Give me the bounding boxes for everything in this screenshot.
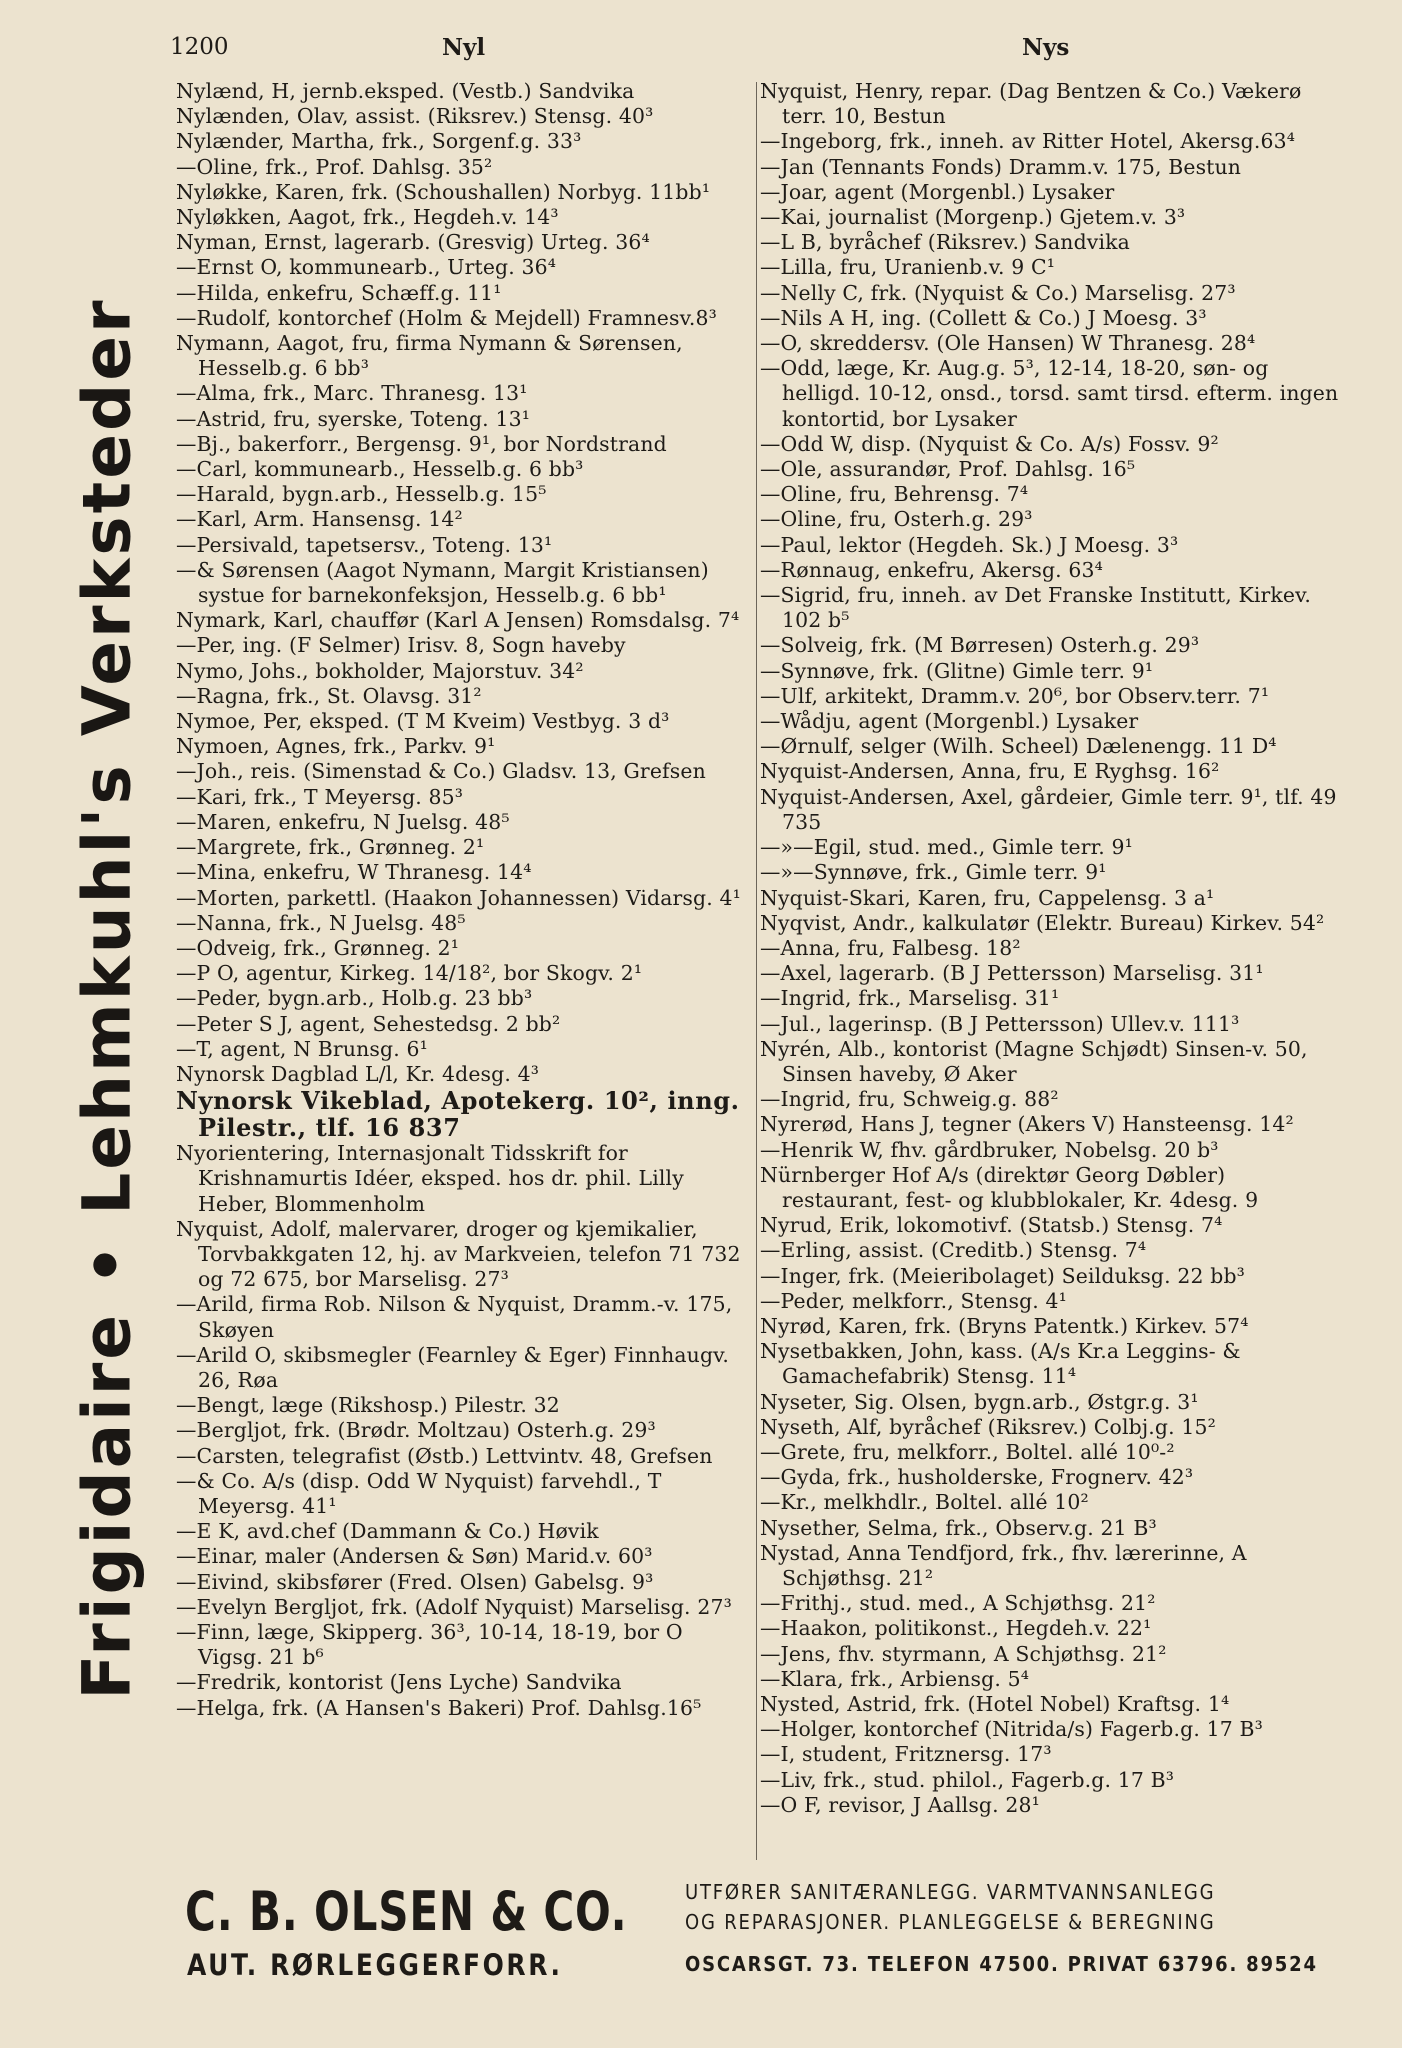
ad-services-line-1: UTFØRER SANITÆRANLEGG. VARMTVANNSANLEGG	[685, 1880, 1216, 1904]
directory-entry: —Oline, frk., Prof. Dahlsg. 35²	[176, 154, 493, 179]
directory-entry: Nyseth, Alf, byråchef (Riksrev.) Colbj.g. 15²	[760, 1414, 1216, 1439]
directory-entry: —Per, ing. (F Selmer) Irisv. 8, Sogn haveby	[176, 633, 626, 658]
left-headword: Nyl	[442, 34, 486, 61]
directory-entry: —Frithj., stud. med., A Schjøthsg. 21²	[760, 1591, 1156, 1616]
directory-entry: —Lilla, fru, Uranienb.v. 9 C¹	[760, 255, 1056, 280]
column-divider	[756, 82, 757, 1860]
directory-entry: —T, agent, N Brunsg. 6¹	[176, 1036, 428, 1061]
directory-entry: —Bergljot, frk. (Brødr. Moltzau) Osterh.g. 29³	[176, 1418, 656, 1443]
directory-entry: —Joar, agent (Morgenbl.) Lysaker	[760, 179, 1115, 204]
directory-entry: —Morten, parkettl. (Haakon Johannessen) Vidarsg. 4¹	[176, 885, 741, 910]
directory-entry: —O F, revisor, J Aallsg. 28¹	[760, 1792, 1040, 1817]
directory-entry: —Ingrid, fru, Schweig.g. 88²	[760, 1087, 1059, 1112]
directory-entry: —Axel, lagerarb. (B J Pettersson) Marselisg. 31¹	[760, 961, 1264, 986]
directory-entry: —Astrid, fru, syerske, Toteng. 13¹	[176, 406, 531, 431]
page-header	[0, 34, 1402, 68]
directory-entry: Nyrud, Erik, lokomotivf. (Statsb.) Stensg. 7⁴	[760, 1213, 1223, 1238]
directory-entry: Nyquist, Adolf, malervarer, droger og kjemikalier, Torvbakkgaten 12, hj. av Markveien, telefon 71 732 og 72 675, bor Marselisg. 27³	[176, 1216, 741, 1292]
directory-entry: —Synnøve, frk. (Glitne) Gimle terr. 9¹	[760, 658, 1154, 683]
directory-entry: —Ingeborg, frk., inneh. av Ritter Hotel, Akersg.63⁴	[760, 129, 1296, 154]
directory-entry: —Carl, kommunearb., Hesselb.g. 6 bb³	[176, 457, 584, 482]
directory-entry: Nyquist, Henry, repar. (Dag Bentzen & Co.) Vækerø terr. 10, Bestun	[760, 79, 1302, 129]
directory-entry: Nystad, Anna Tendfjord, frk., fhv. lærerinne, A Schjøthsg. 21²	[760, 1540, 1247, 1590]
directory-entry: —Kr., melkhdlr., Boltel. allé 10²	[760, 1490, 1089, 1515]
directory-entry: —Kai, journalist (Morgenp.) Gjetem.v. 3³	[760, 205, 1186, 230]
directory-entry: —Helga, frk. (A Hansen's Bakeri) Prof. Dahlsg.16⁵	[176, 1695, 702, 1720]
directory-entry: —Henrik W, fhv. gårdbruker, Nobelsg. 20 b³	[760, 1137, 1219, 1162]
ad-address-line: OSCARSGT. 73. TELEFON 47500. PRIVAT 63796. 89524	[685, 1952, 1318, 1976]
directory-entry: —Oline, fru, Osterh.g. 29³	[760, 507, 1033, 532]
directory-entry: —Fredrik, kontorist (Jens Lyche) Sandvika	[176, 1670, 622, 1695]
directory-entry: —E K, avd.chef (Dammann & Co.) Høvik	[176, 1519, 599, 1544]
directory-entry: —Joh., reis. (Simenstad & Co.) Gladsv. 13, Grefsen	[176, 759, 706, 784]
directory-entry: —Ingrid, frk., Marselisg. 31¹	[760, 986, 1060, 1011]
directory-entry: —& Sørensen (Aagot Nymann, Margit Kristiansen) systue for barnekonfeksjon, Hesselb.g. 6 bb¹	[176, 557, 709, 608]
directory-entry: Nylænd, H, jernb.eksped. (Vestb.) Sandvika	[176, 79, 635, 103]
directory-entry: —Arild, firma Rob. Nilson & Nyquist, Dramm.-v. 175, Skøyen	[176, 1292, 733, 1342]
page-number: 1200	[170, 34, 229, 60]
side-advertisement	[65, 218, 150, 1778]
ad-services-line-2: OG REPARASJONER. PLANLEGGELSE & BEREGNING	[685, 1910, 1216, 1934]
directory-entry: —»—Egil, stud. med., Gimle terr. 9¹	[760, 835, 1133, 860]
directory-entry: —Sigrid, fru, inneh. av Det Franske Institutt, Kirkev. 102 b⁵	[760, 583, 1312, 633]
directory-entry: Nyløkke, Karen, frk. (Schoushallen) Norbyg. 11bb¹	[176, 179, 711, 204]
directory-entry: —Haakon, politikonst., Hegdeh.v. 22¹	[760, 1616, 1152, 1641]
directory-entry: —Nanna, frk., N Juelsg. 48⁵	[176, 910, 466, 935]
directory-entry: —Peder, bygn.arb., Holb.g. 23 bb³	[176, 986, 533, 1011]
directory-entry: Nymann, Aagot, fru, firma Nymann & Sørensen, Hesselb.g. 6 bb³	[176, 331, 683, 381]
directory-entry: Nyrød, Karen, frk. (Bryns Patentk.) Kirkev. 57⁴	[760, 1313, 1249, 1338]
directory-entry: Nysether, Selma, frk., Observ.g. 21 B³	[760, 1515, 1157, 1540]
directory-entry: —Bengt, læge (Rikshosp.) Pilestr. 32	[176, 1393, 560, 1418]
directory-entry: Nysetbakken, John, kass. (A/s Kr.a Leggins- & Gamachefabrik) Stensg. 11⁴	[760, 1339, 1241, 1389]
directory-entry: —Margrete, frk., Grønneg. 2¹	[176, 835, 485, 860]
directory-entry: Nyquist-Andersen, Anna, fru, E Ryghsg. 16²	[760, 759, 1220, 784]
directory-entry: —Rudolf, kontorchef (Holm & Mejdell) Framnesv.8³	[176, 305, 717, 330]
directory-entry: —Evelyn Bergljot, frk. (Adolf Nyquist) Marselisg. 27³	[176, 1594, 732, 1619]
directory-entry: Nylænden, Olav, assist. (Riksrev.) Stensg. 40³	[176, 104, 654, 129]
directory-entry: —Solveig, frk. (M Børresen) Osterh.g. 29³	[760, 633, 1200, 658]
directory-entry: —O, skreddersv. (Ole Hansen) W Thranesg. 28⁴	[760, 331, 1256, 356]
ad-company-name: C. B. OLSEN & CO.	[185, 1880, 628, 1943]
directory-entry: —Bj., bakerforr., Bergensg. 9¹, bor Nordstrand	[176, 431, 667, 456]
directory-entry: —Oline, fru, Behrensg. 7⁴	[760, 482, 1029, 507]
directory-entry: —Gyda, frk., husholderske, Frognerv. 42³	[760, 1465, 1194, 1490]
directory-entry: —Ole, assurandør, Prof. Dahlsg. 16⁵	[760, 457, 1136, 482]
directory-entry: —Odd W, disp. (Nyquist & Co. A/s) Fossv. 9²	[760, 431, 1219, 456]
directory-entry: —Rønnaug, enkefru, Akersg. 63⁴	[760, 557, 1103, 582]
directory-entry: —Carsten, telegrafist (Østb.) Lettvintv. 48, Grefsen	[176, 1443, 713, 1468]
directory-entry: —Karl, Arm. Hansensg. 14²	[176, 507, 463, 532]
directory-entry: Nynorsk Vikeblad, Apotekerg. 10², inng. Pilestr., tlf. 16 837	[176, 1086, 740, 1143]
directory-entry: Nyqvist, Andr., kalkulatør (Elektr. Bureau) Kirkev. 54²	[760, 910, 1325, 935]
directory-entry: Nymoen, Agnes, frk., Parkv. 9¹	[176, 734, 496, 759]
directory-entry: —Klara, frk., Arbiensg. 5⁴	[760, 1666, 1030, 1691]
directory-entry: —Maren, enkefru, N Juelsg. 48⁵	[176, 809, 510, 834]
directory-entry: —Inger, frk. (Meieribolaget) Seilduksg. 22 bb³	[760, 1263, 1246, 1288]
directory-entry: —Kari, frk., T Meyersg. 85³	[176, 784, 464, 809]
directory-entry: —Holger, kontorchef (Nitrida/s) Fagerb.g. 17 B³	[760, 1717, 1263, 1742]
directory-entry: —Persivald, tapetsersv., Toteng. 13¹	[176, 532, 553, 557]
directory-entry: —Harald, bygn.arb., Hesselb.g. 15⁵	[176, 482, 547, 507]
directory-entry: —»—Synnøve, frk., Gimle terr. 9¹	[760, 860, 1107, 885]
directory-entry: Nyquist-Andersen, Axel, gårdeier, Gimle terr. 9¹, tlf. 49 735	[760, 784, 1337, 834]
directory-entry: —Jul., lagerinsp. (B J Pettersson) Ullev.v. 111³	[760, 1011, 1240, 1036]
directory-entry: —Grete, fru, melkforr., Boltel. allé 10⁰‑²	[760, 1439, 1175, 1464]
directory-entry: —Ulf, arkitekt, Dramm.v. 20⁶, bor Observ.terr. 7¹	[760, 683, 1270, 708]
directory-entry: —Peder, melkforr., Stensg. 4¹	[760, 1288, 1067, 1313]
directory-entry: —L B, byråchef (Riksrev.) Sandvika	[760, 230, 1130, 255]
directory-entry: —Ørnulf, selger (Wilh. Scheel) Dælenengg. 11 D⁴	[760, 734, 1277, 759]
left-column	[176, 79, 754, 1721]
directory-entry: —Erling, assist. (Creditb.) Stensg. 7⁴	[760, 1238, 1147, 1263]
directory-entry: Nymark, Karl, chauffør (Karl A Jensen) Romsdalsg. 7⁴	[176, 608, 740, 633]
directory-entry: Nürnberger Hof A/s (direktør Georg Døbler) restaurant, fest- og klubblokaler, Kr. 4desg. 9	[760, 1162, 1259, 1212]
directory-entry: —Finn, læge, Skipperg. 36³, 10-14, 18-19, bor O Vigsg. 21 b⁶	[176, 1619, 683, 1670]
directory-entry: Nymoe, Per, eksped. (T M Kveim) Vestbyg. 3 d³	[176, 709, 670, 734]
directory-entry: —Odveig, frk., Grønneg. 2¹	[176, 935, 460, 960]
right-column	[760, 79, 1340, 1818]
directory-entry: —& Co. A/s (disp. Odd W Nyquist) farvehdl., T Meyersg. 41¹	[176, 1468, 662, 1518]
directory-entry: —Liv, frk., stud. philol., Fagerb.g. 17 B³	[760, 1767, 1175, 1792]
ad-trade: AUT. RØRLEGGERFORR.	[187, 1948, 563, 1982]
side-advertisement-text: Frigidaire • Lehmkuhl's Verksteder	[69, 296, 146, 1700]
directory-entry: —Wådju, agent (Morgenbl.) Lysaker	[760, 709, 1139, 734]
directory-entry: Nyløkken, Aagot, frk., Hegdeh.v. 14³	[176, 205, 559, 230]
directory-entry: Nyquist-Skari, Karen, fru, Cappelensg. 3 a¹	[760, 885, 1215, 910]
directory-entry: —P O, agentur, Kirkeg. 14/18², bor Skogv. 2¹	[176, 961, 643, 986]
directory-entry: —Jan (Tennants Fonds) Dramm.v. 175, Bestun	[760, 154, 1242, 179]
directory-entry: —Nils A H, ing. (Collett & Co.) J Moesg. 3³	[760, 305, 1207, 330]
directory-entry: Nyrén, Alb., kontorist (Magne Schjødt) Sinsen-v. 50, Sinsen haveby, Ø Aker	[760, 1036, 1308, 1086]
directory-entry: —Ernst O, kommunearb., Urteg. 36⁴	[176, 255, 557, 280]
directory-entry: Nylænder, Martha, frk., Sorgenf.g. 33³	[176, 129, 582, 154]
directory-entry: Nyseter, Sig. Olsen, bygn.arb., Østgr.g. 3¹	[760, 1389, 1199, 1414]
directory-entry: Nymo, Johs., bokholder, Majorstuv. 34²	[176, 658, 584, 683]
directory-entry: —Odd, læge, Kr. Aug.g. 5³, 12-14, 18-20, søn- og helligd. 10-12, onsd., torsd. samt tirsd. efterm. ingen kontortid, bor Lysaker	[760, 356, 1339, 431]
directory-entry: —I, student, Fritznersg. 17³	[760, 1742, 1052, 1767]
directory-entry: —Eivind, skibsfører (Fred. Olsen) Gabelsg. 9³	[176, 1569, 654, 1594]
directory-entry: —Arild O, skibsmegler (Fearnley & Eger) Finnhaugv. 26, Røa	[176, 1342, 730, 1392]
directory-entry: Nynorsk Dagblad L/l, Kr. 4desg. 4³	[176, 1061, 540, 1086]
directory-entry: —Alma, frk., Marc. Thranesg. 13¹	[176, 381, 528, 406]
right-headword: Nys	[1022, 34, 1070, 61]
bottom-advertisement	[185, 1880, 1345, 1980]
directory-entry: —Jens, fhv. styrmann, A Schjøthsg. 21²	[760, 1641, 1167, 1666]
directory-entry: —Peter S J, agent, Sehestedsg. 2 bb²	[176, 1011, 561, 1036]
directory-entry: —Einar, maler (Andersen & Søn) Marid.v. 60³	[176, 1544, 653, 1569]
directory-entry: Nyorientering, Internasjonalt Tidsskrift for Krishnamurtis Idéer, eksped. hos dr. phil. Lilly Heber, Blommenholm	[176, 1141, 684, 1216]
directory-entry: —Paul, lektor (Hegdeh. Sk.) J Moesg. 3³	[760, 532, 1179, 557]
directory-entry: —Hilda, enkefru, Schæff.g. 11¹	[176, 280, 502, 305]
directory-entry: —Ragna, frk., St. Olavsg. 31²	[176, 683, 482, 708]
directory-entry: —Mina, enkefru, W Thranesg. 14⁴	[176, 860, 532, 885]
directory-entry: Nyrerød, Hans J, tegner (Akers V) Hansteensg. 14²	[760, 1112, 1294, 1137]
directory-entry: —Nelly C, frk. (Nyquist & Co.) Marselisg. 27³	[760, 280, 1236, 305]
directory-entry: Nyman, Ernst, lagerarb. (Gresvig) Urteg. 36⁴	[176, 230, 650, 255]
directory-entry: Nysted, Astrid, frk. (Hotel Nobel) Kraftsg. 1⁴	[760, 1692, 1230, 1716]
directory-entry: —Anna, fru, Falbesg. 18²	[760, 935, 1021, 960]
